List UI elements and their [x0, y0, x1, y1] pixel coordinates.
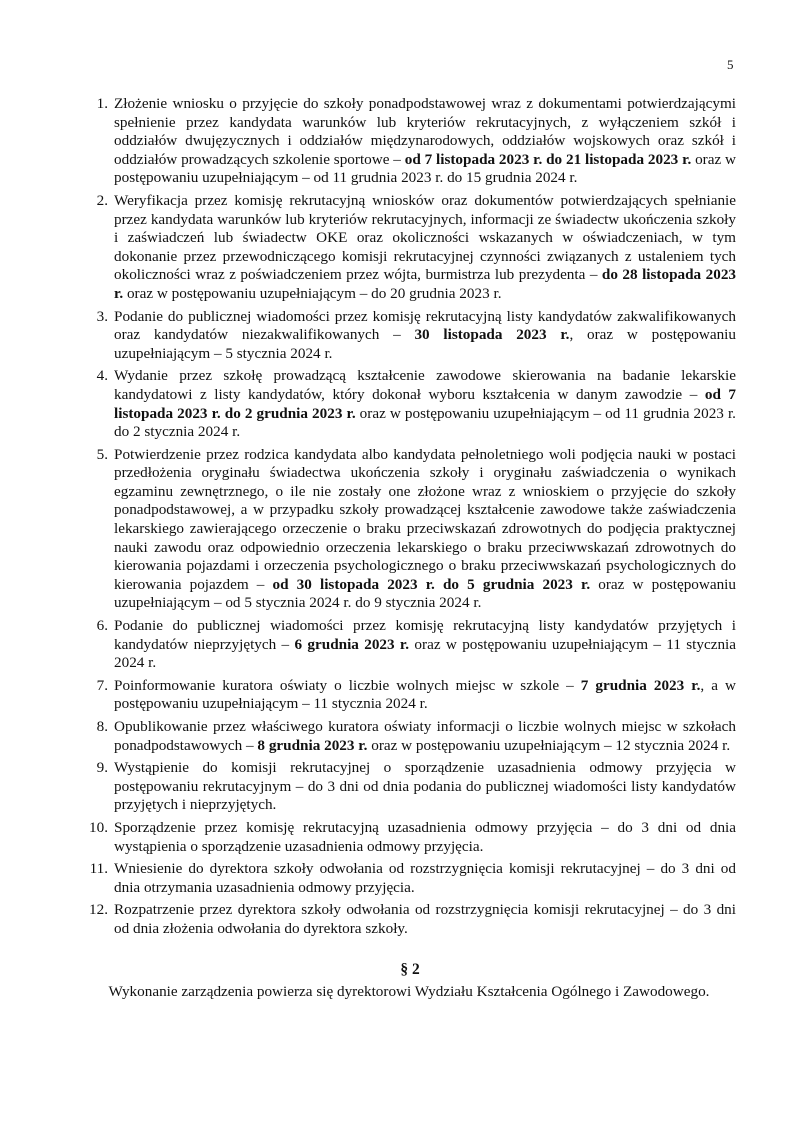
list-item-text: , oraz w postępowaniu uzupełniającym – 5 stycznia 2024 r. [114, 326, 736, 362]
list-item [84, 192, 736, 304]
deadline-date: 8 grudnia 2023 r. [257, 736, 368, 754]
list-item-text: Opublikowanie przez właściwego kuratora oświaty informacji o liczbie wolnych miejsc w szkołach ponadpodstawowych – [114, 718, 736, 754]
list-item-text: oraz w postępowaniu uzupełniającym – 11 stycznia 2024 r. [114, 635, 737, 672]
deadline-date: 7 grudnia 2023 r. [580, 676, 701, 694]
section-heading: § 2 [400, 960, 420, 978]
list-item-text: oraz w postępowaniu uzupełniającym – do 20 grudnia 2023 r. [123, 284, 502, 302]
list-item [84, 367, 736, 441]
list-item-number: 5. [96, 445, 108, 463]
list-item-number: 12. [89, 901, 108, 919]
deadline-date: 30 listopada 2023 r. [414, 326, 570, 344]
page-number: 5 [727, 57, 734, 72]
deadline-date: od 30 listopada 2023 r. do 5 grudnia 2023 r. [272, 575, 591, 593]
deadline-date: od 7 listopada 2023 r. do 21 listopada 2023 r. [404, 150, 692, 168]
deadline-date: 6 grudnia 2023 r. [294, 635, 410, 653]
list-item-text: Wydanie przez szkołę prowadzącą kształcenie zawodowe skierowania na badanie lekarskie kandydatowi z listy kandydatów, który dokonał wyboru kształcenia w danym zawodzie – [114, 367, 736, 403]
list-item-number: 6. [96, 617, 108, 635]
list-item-number: 4. [96, 367, 108, 385]
list-item-text: Sporządzenie przez komisję rekrutacyjną uzasadnienia odmowy przyjęcia – do 3 dni od dnia wystąpienia o sporządzenie uzasadnienia odmowy przyjęcia. [114, 818, 736, 855]
list-item-text: Weryfikacja przez komisję rekrutacyjną wniosków oraz dokumentów potwierdzających spełnianie przez kandydata warunków lub kryteriów rekrutacyjnych, informacji ze świadectw ukończenia szkoły i zaświadczeń lub świadectw OKE oraz okoliczności wskazanych w oświadczeniach, w tym dokonanie przez przewodniczącego komisji rekrutacyjnej czynności związanych z ustaleniem tych okoliczności wraz z poświadczeniem przez wójta, burmistrza lub prezydenta – [114, 191, 736, 284]
deadline-date: do 28 listopada 2023 r. [114, 266, 737, 302]
list-item-text: Rozpatrzenie przez dyrektora szkoły odwołania od rozstrzygnięcia komisji rekrutacyjnej – do 3 dni od dnia złożenia odwołania do dyrektora szkoły. [114, 901, 736, 937]
list-item-text: Złożenie wniosku o przyjęcie do szkoły ponadpodstawowej wraz z dokumentami potwierdzającymi spełnienie przez kandydata warunków lub kryteriów rekrutacyjnych, z wyłączeniem szkół i oddziałów dwujęzycznych i oddziałów międzynarodowych, oddziałów wojskowych oraz szkół i oddziałów prowadzących szkolenie sportowe – [114, 95, 736, 168]
list-item-number: 1. [96, 95, 108, 112]
list-item [84, 819, 736, 856]
list-item-text: , a w postępowaniu uzupełniającym – 11 stycznia 2024 r. [114, 676, 736, 713]
schedule-list [84, 95, 736, 939]
list-item [84, 617, 736, 673]
list-item-number: 8. [96, 718, 108, 735]
list-item-text: oraz w postępowaniu uzupełniającym – 12 stycznia 2024 r. [367, 736, 731, 754]
list-item [84, 860, 736, 897]
list-item-text: oraz w postępowaniu uzupełniającym – od 11 grudnia 2023 r. do 2 stycznia 2024 r. [114, 404, 736, 441]
list-item-number: 2. [96, 191, 108, 209]
list-item [84, 446, 736, 613]
list-item [84, 95, 736, 188]
list-item-number: 7. [96, 676, 108, 694]
list-item-text: Potwierdzenie przez rodzica kandydata albo kandydata pełnoletniego woli podjęcia nauki w postaci przedłożenia oryginału świadectwa ukończenia szkoły i oryginału zaświadczenia o wynikach egzaminu zewnętrznego, o ile nie zostały one złożone wraz z wnioskiem o przyjęcie do szkoły ponadpodstawowej, a w przypadku szkoły prowadzącej kształcenie zawodowe także zaświadczenia lekarskiego zawierającego orzeczenie o braku przeciwskazań zdrowotnych do podjęcia praktycznej nauki zawodu oraz odpowiednio orzeczenia lekarskiego o braku przeciwwskazań zdrowotnych do kierowania pojazdami i orzeczenia psychologicznego o braku przeciwwskazań psychologicznych do kierowania pojazdem – [114, 445, 736, 593]
document-body [84, 95, 736, 1002]
list-item-text: oraz w postępowaniu uzupełniającym – od 11 grudnia 2023 r. do 15 grudnia 2024 r. [114, 150, 737, 187]
list-item-text: oraz w postępowaniu uzupełniającym – od 5 stycznia 2024 r. do 9 stycznia 2024 r. [114, 575, 736, 612]
deadline-date: od 7 listopada 2023 r. do 2 grudnia 2023 r. [114, 385, 737, 422]
list-item-number: 10. [89, 818, 108, 836]
list-item-number: 11. [89, 860, 108, 878]
closing-paragraph: Wykonanie zarządzenia powierza się dyrektorowi Wydziału Kształcenia Ogólnego i Zawodowego. [108, 983, 710, 1001]
list-item-number: 3. [96, 307, 108, 325]
list-item [84, 308, 736, 364]
list-item-text: Wniesienie do dyrektora szkoły odwołania od rozstrzygnięcia komisji rekrutacyjnej – do 3 dni od dnia otrzymania uzasadnienia odmowy przyjęcia. [114, 860, 736, 896]
list-item-text: Poinformowanie kuratora oświaty o liczbie wolnych miejsc w szkole – [114, 676, 581, 694]
list-item [84, 759, 736, 815]
list-item [84, 718, 736, 755]
list-item [84, 901, 736, 938]
list-item-number: 9. [96, 759, 108, 777]
list-item [84, 677, 736, 714]
list-item-text: Podanie do publicznej wiadomości przez komisję rekrutacyjną listy kandydatów zakwalifikowanych oraz kandydatów niezakwalifikowanych – [114, 307, 736, 344]
list-item-text: Podanie do publicznej wiadomości przez komisję rekrutacyjną listy kandydatów przyjętych i kandydatów nieprzyjętych – [114, 617, 736, 653]
list-item-text: Wystąpienie do komisji rekrutacyjnej o sporządzenie uzasadnienia odmowy przyjęcia w postępowaniu rekrutacyjnym – do 3 dni od dnia podania do publicznej wiadomości listy kandydatów przyjętych i nieprzyjętych. [114, 759, 736, 814]
